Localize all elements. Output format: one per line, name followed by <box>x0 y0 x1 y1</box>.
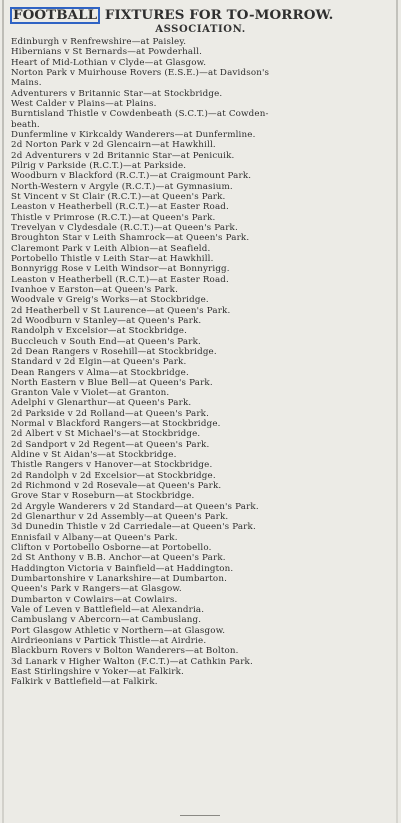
fixture-line: 2d Randolph v 2d Excelsior—at Stockbridge. <box>11 470 216 481</box>
fixture-line: East Stirlingshire v Yoker—at Falkirk. <box>11 667 184 678</box>
fixture-line: Falkirk v Battlefield—at Falkirk. <box>11 677 158 688</box>
fixture-line: Airdrieonians v Partick Thistle—at Airdrie. <box>11 636 207 647</box>
fixture-line: North Eastern v Blue Bell—at Queen's Park. <box>11 377 213 388</box>
fixture-line: Normal v Blackford Rangers—at Stockbridge. <box>11 419 221 430</box>
divider-rule <box>180 815 220 816</box>
fixture-line: Trevelyan v Clydesdale (R.C.T.)—at Queen's Park. <box>11 222 238 233</box>
fixture-line: Dean Rangers v Alma—at Stockbridge. <box>11 367 189 378</box>
fixture-line: Grove Star v Roseburn—at Stockbridge. <box>11 491 195 502</box>
fixture-line: North-Western v Argyle (R.C.T.)—at Gymnasium. <box>11 181 233 192</box>
fixture-line: Granton Vale v Violet—at Granton. <box>11 388 170 399</box>
fixture-line: Thistle Rangers v Hanover—at Stockbridge. <box>11 460 213 471</box>
fixture-line: 2d Glenarthur v 2d Assembly—at Queen's Park. <box>11 512 229 523</box>
page-edge-left <box>2 0 4 823</box>
fixture-line: Edinburgh v Renfrewshire—at Paisley. <box>11 37 187 47</box>
fixture-line: 3d Lanark v Higher Walton (F.C.T.)—at Cathkin Park. <box>11 656 253 667</box>
fixture-line: Norton Park v Muirhouse Rovers (E.S.E.)—at Davidson's <box>11 67 270 78</box>
fixture-line: Heart of Mid-Lothian v Clyde—at Glasgow. <box>11 57 207 68</box>
fixture-line: Queen's Park v Rangers—at Glasgow. <box>11 584 182 595</box>
fixture-line: Burntisland Thistle v Cowdenbeath (S.C.T.)—at Cowden- <box>11 109 269 120</box>
highlighted-search-term: FOOTBALL <box>10 7 100 24</box>
fixture-line: 2d Parkside v 2d Rolland—at Queen's Park. <box>11 408 210 419</box>
fixture-line: Aldine v St Aidan's—at Stockbridge. <box>11 450 177 461</box>
fixture-line: Hibernians v St Bernards—at Powderhall. <box>11 47 203 58</box>
fixture-line: 2d Sandport v 2d Regent—at Queen's Park. <box>11 439 210 450</box>
fixture-line: 3d Dunedin Thistle v 2d Carriedale—at Queen's Park. <box>11 522 256 533</box>
fixture-line: Adventurers v Britannic Star—at Stockbridge. <box>11 88 223 99</box>
fixture-line: Adelphi v Glenarthur—at Queen's Park. <box>11 398 192 409</box>
fixture-line: 2d Albert v St Michael's—at Stockbridge. <box>11 429 201 440</box>
fixture-line: Leaston v Heatherbell (R.C.T.)—at Easter Road. <box>11 202 229 213</box>
article-title <box>10 7 395 25</box>
fixture-line: Portobello Thistle v Leith Star—at Hawkhill. <box>11 253 214 264</box>
fixture-line: Port Glasgow Athletic v Northern—at Glasgow. <box>11 625 226 636</box>
fixture-line: Woodvale v Greig's Works—at Stockbridge. <box>11 295 209 306</box>
fixture-line: Ennisfail v Albany—at Queen's Park. <box>11 532 178 543</box>
fixture-list <box>11 37 395 688</box>
title-text: FIXTURES FOR TO-MORROW. <box>100 7 334 23</box>
fixture-line: beath. <box>11 119 40 130</box>
section-subtitle: ASSOCIATION. <box>155 24 246 35</box>
fixture-line: Broughton Star v Leith Shamrock—at Queen's Park. <box>11 233 250 244</box>
fixture-line: Bonnyrigg Rose v Leith Windsor—at Bonnyrigg. <box>11 264 230 275</box>
fixture-line: Clifton v Portobello Osborne—at Portobello. <box>11 543 212 554</box>
fixture-line: 2d Heatherbell v St Laurence—at Queen's Park. <box>11 305 231 316</box>
fixture-line: 2d Adventurers v 2d Britannic Star—at Penicuik. <box>11 150 235 161</box>
fixture-line: Claremont Park v Leith Albion—at Seafield. <box>11 243 211 254</box>
fixture-line: Mains. <box>11 78 42 89</box>
fixture-line: Woodburn v Blackford (R.C.T.)—at Craigmount Park. <box>11 171 252 182</box>
fixture-line: 2d Richmond v 2d Rosevale—at Queen's Park. <box>11 481 222 492</box>
fixture-line: 2d St Anthony v B.B. Anchor—at Queen's Park. <box>11 553 226 564</box>
fixture-line: Pilrig v Parkside (R.C.T.)—at Parkside. <box>11 160 187 171</box>
fixture-line: Thistle v Primrose (R.C.T.)—at Queen's Park. <box>11 212 216 223</box>
fixture-line: Vale of Leven v Battlefield—at Alexandria. <box>11 605 205 616</box>
fixture-line: Cambuslang v Abercorn—at Cambuslang. <box>11 615 202 626</box>
fixture-line: 2d Dean Rangers v Rosehill—at Stockbridge. <box>11 346 217 357</box>
fixture-line: 2d Woodburn v Stanley—at Queen's Park. <box>11 315 202 326</box>
fixture-line: Dumbarton v Cowlairs—at Cowlairs. <box>11 594 178 605</box>
fixture-line: Standard v 2d Elgin—at Queen's Park. <box>11 357 187 368</box>
fixture-line: Dumbartonshire v Lanarkshire—at Dumbarton. <box>11 574 228 585</box>
fixture-line: Ivanhoe v Earston—at Queen's Park. <box>11 284 179 295</box>
fixture-line: West Calder v Plains—at Plains. <box>11 98 157 109</box>
fixture-line: 2d Norton Park v 2d Glencairn—at Hawkhill. <box>11 140 216 151</box>
fixture-line: Leaston v Heatherbell (R.C.T.)—at Easter Road. <box>11 274 229 285</box>
fixture-line: Haddington Victoria v Bainfield—at Haddington. <box>11 563 234 574</box>
fixture-line: Randolph v Excelsior—at Stockbridge. <box>11 326 188 337</box>
fixture-line: 2d Argyle Wanderers v 2d Standard—at Queen's Park. <box>11 501 259 512</box>
fixture-line: Buccleuch v South End—at Queen's Park. <box>11 336 201 347</box>
fixture-line: St Vincent v St Clair (R.C.T.)—at Queen's Park. <box>11 191 226 202</box>
fixture-line: Blackburn Rovers v Bolton Wanderers—at Bolton. <box>11 646 239 657</box>
page-edge-right <box>396 0 398 823</box>
fixture-line: Dunfermline v Kirkcaldy Wanderers—at Dunfermline. <box>11 129 256 140</box>
